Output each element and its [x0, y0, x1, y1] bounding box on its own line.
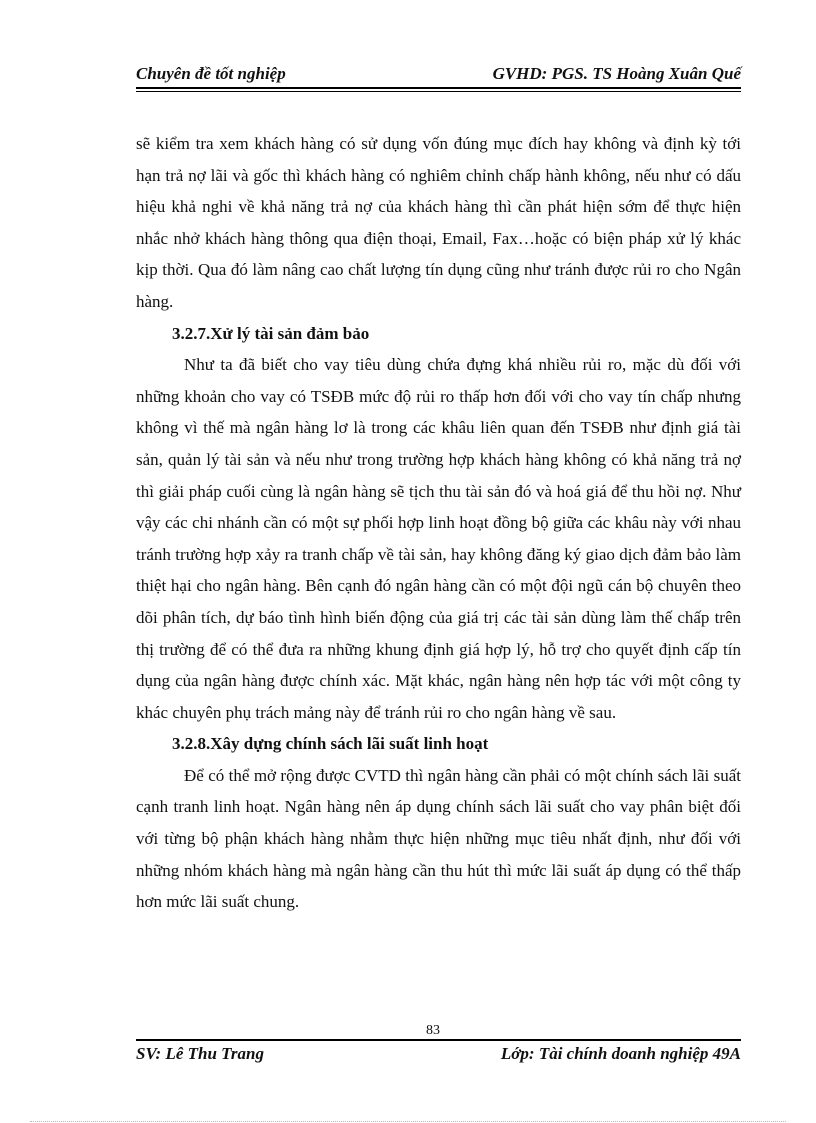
page-footer [136, 1042, 741, 1068]
section-heading-3-2-8: 3.2.8.Xây dựng chính sách lãi suất linh hoạt [172, 734, 489, 754]
section-heading-3-2-7: 3.2.7.Xử lý tài sản đảm bảo [172, 323, 370, 343]
header-rule-thin [136, 91, 741, 92]
paragraph-interest-rate: Để có thể mở rộng được CVTD thì ngân hàng cần phải có một chính sách lãi suất cạnh tranh linh hoạt. Ngân hàng nên áp dụng chính sách lãi suất cho vay phân biệt đối với từng bộ phận khách hàng nhằm thực hiện những mục tiêu nhất định, như đối với những nhóm khách hàng mà ngân hàng cần thu hút thì mức lãi suất áp dụng có thể thấp hơn mức lãi suất chung. [136, 765, 741, 912]
header-thesis-title: Chuyên đề tốt nghiệp [136, 64, 286, 83]
page-body [136, 128, 741, 918]
header-rule [136, 87, 741, 89]
paragraph-continuation: sẽ kiểm tra xem khách hàng có sử dụng vốn đúng mục đích hay không và định kỳ tới hạn trả nợ lãi và gốc thì khách hàng có nghiêm chỉnh chấp hành không, nếu như có dấu hiệu khả nghi về khả năng trả nợ của khách hàng thì cần phát hiện sớm để thực hiện nhắc nhở khách hàng thông qua điện thoại, Email, Fax…hoặc có biện pháp xử lý khác kịp thời. Qua đó làm nâng cao chất lượng tín dụng cũng như tránh được rủi ro cho Ngân hàng. [136, 134, 741, 311]
page-header [136, 58, 741, 88]
header-supervisor: GVHD: PGS. TS Hoàng Xuân Quế [492, 64, 741, 83]
footer-class: Lớp: Tài chính doanh nghiệp 49A [500, 1044, 741, 1063]
page-number: 83 [426, 1023, 440, 1038]
paragraph-collateral: Như ta đã biết cho vay tiêu dùng chứa đựng khá nhiều rủi ro, mặc dù đối với những khoản cho vay có TSĐB mức độ rủi ro thấp hơn đối với cho vay tín chấp nhưng không vì thế mà ngân hàng lơ là trong các khâu liên quan đến TSĐB như định giá tài sản, quản lý tài sản và nếu như trong trường hợp khách hàng không có khả năng trả nợ thì giải pháp cuối cùng là ngân hàng sẽ tịch thu tài sản đó và hoá giá để thu hồi nợ. Như vậy các chi nhánh cần có một sự phối hợp linh hoạt đồng bộ giữa các khâu này với nhau tránh trường hợp xảy ra tranh chấp về tài sản, hay không đăng ký giao dịch đảm bảo làm thiệt hại cho ngân hàng. Bên cạnh đó ngân hàng cần có một đội ngũ cán bộ chuyên theo dõi phân tích, dự báo tình hình biến động của giá trị các tài sản dùng làm thế chấp trên thị trường để có thể đưa ra những khung định giá hợp lý, hỗ trợ cho quyết định cấp tín dụng của ngân hàng được chính xác. Mặt khác, ngân hàng nên hợp tác với một công ty khác chuyên phụ trách mảng này để tránh rủi ro cho ngân hàng về sau. [136, 355, 741, 722]
footer-student: SV: Lê Thu Trang [136, 1044, 264, 1063]
footer-rule [136, 1039, 741, 1041]
page-bottom-border [30, 1121, 786, 1122]
